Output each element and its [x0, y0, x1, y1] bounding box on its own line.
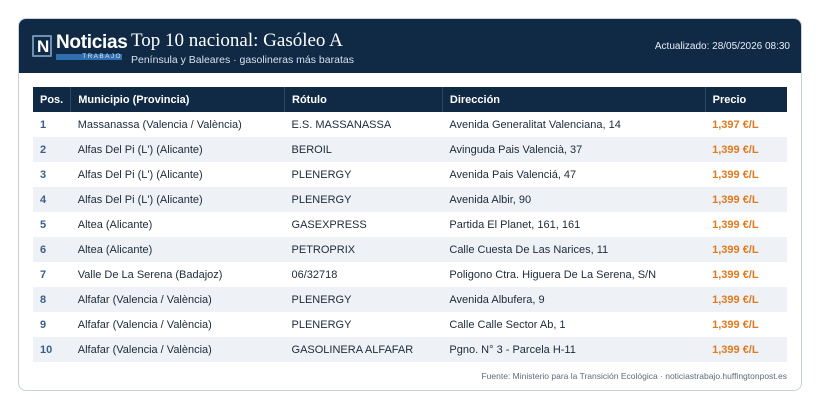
row-position: 7 — [40, 268, 47, 281]
row-address: Pgno. N° 3 - Parcela H-11 — [449, 343, 576, 356]
table-row — [33, 187, 787, 212]
col-header-municipality: Municipio (Provincia) — [71, 87, 285, 112]
table-header-row — [33, 87, 787, 112]
row-price: 1,399 €/L — [712, 168, 759, 181]
table-row — [33, 212, 787, 237]
row-municipality: Alfas Del Pi (L') (Alicante) — [77, 143, 203, 156]
row-municipality: Alfafar (Valencia / València) — [77, 293, 212, 306]
row-municipality: Valle De La Serena (Badajoz) — [77, 268, 223, 281]
row-price: 1,397 €/L — [712, 118, 759, 131]
row-address: Poligono Ctra. Higuera De La Serena, S/N — [449, 268, 657, 281]
row-address: Calle Calle Sector Ab, 1 — [449, 318, 566, 331]
row-brand: E.S. MASSANASSA — [291, 118, 392, 131]
logo-sub: TRABAJO — [82, 53, 122, 60]
row-position: 10 — [40, 343, 53, 356]
row-address: Partida El Planet, 161, 161 — [449, 218, 581, 231]
row-brand: PLENERGY — [291, 293, 352, 306]
row-price: 1,399 €/L — [712, 268, 759, 281]
row-price: 1,399 €/L — [712, 343, 759, 356]
row-brand: PLENERGY — [291, 318, 352, 331]
logo-word: Noticias — [56, 32, 128, 53]
row-position: 1 — [40, 118, 47, 131]
row-address: Calle Cuesta De Las Narices, 11 — [449, 243, 609, 256]
row-municipality: Massanassa (Valencia / València) — [77, 118, 242, 131]
row-brand: PLENERGY — [291, 168, 352, 181]
table-row — [33, 337, 787, 362]
row-brand: BEROIL — [291, 143, 332, 156]
row-price: 1,399 €/L — [712, 143, 759, 156]
table-row — [33, 137, 787, 162]
table-row — [33, 237, 787, 262]
row-position: 2 — [40, 143, 47, 156]
table-row — [33, 112, 787, 137]
row-brand: PETROPRIX — [291, 243, 356, 256]
table-row — [33, 312, 787, 337]
row-position: 3 — [40, 168, 47, 181]
table-row — [33, 287, 787, 312]
row-position: 5 — [40, 218, 47, 231]
row-position: 6 — [40, 243, 47, 256]
col-header-position: Pos. — [33, 87, 71, 112]
col-header-address: Dirección — [442, 87, 705, 112]
updated-timestamp: Actualizado: 28/05/2026 08:30 — [654, 41, 790, 52]
row-price: 1,399 €/L — [712, 318, 759, 331]
row-address: Avenida Albufera, 9 — [449, 293, 545, 306]
row-brand: GASOLINERA ALFAFAR — [291, 343, 414, 356]
row-municipality: Alfas Del Pi (L') (Alicante) — [77, 193, 203, 206]
table-row — [33, 162, 787, 187]
row-position: 4 — [40, 193, 47, 206]
row-brand: 06/32718 — [291, 268, 338, 281]
col-header-price: Precio — [712, 93, 747, 106]
logo-mark-icon: N — [32, 35, 52, 57]
row-municipality: Alfafar (Valencia / València) — [77, 343, 212, 356]
row-brand: GASEXPRESS — [291, 218, 367, 231]
page-subtitle: Península y Baleares · gasolineras más baratas — [131, 54, 354, 66]
page-title: Top 10 nacional: Gasóleo A — [131, 30, 343, 51]
row-price: 1,399 €/L — [712, 193, 759, 206]
source-note: Fuente: Ministerio para la Transición Ecológica · noticiastrabajo.huffingtonpost.es — [481, 371, 787, 381]
row-position: 8 — [40, 293, 47, 306]
row-municipality: Altea (Alicante) — [77, 218, 153, 231]
noticias-trabajo-logo[interactable] — [32, 32, 128, 61]
row-address: Avinguda Pais Valencià, 37 — [449, 143, 583, 156]
stations-table — [33, 87, 787, 362]
row-address: Avenida Generalitat Valenciana, 14 — [449, 118, 621, 131]
row-municipality: Alfafar (Valencia / València) — [77, 318, 212, 331]
col-header-brand: Rótulo — [285, 87, 443, 112]
card-header — [19, 19, 802, 73]
row-price: 1,399 €/L — [712, 218, 759, 231]
row-price: 1,399 €/L — [712, 293, 759, 306]
row-municipality: Alfas Del Pi (L') (Alicante) — [77, 168, 203, 181]
row-address: Avenida Albir, 90 — [449, 193, 532, 206]
row-brand: PLENERGY — [291, 193, 352, 206]
row-address: Avenida Pais Valenciá, 47 — [449, 168, 577, 181]
row-position: 9 — [40, 318, 47, 331]
table-row — [33, 262, 787, 287]
row-price: 1,399 €/L — [712, 243, 759, 256]
ranking-card — [18, 18, 802, 391]
row-municipality: Altea (Alicante) — [77, 243, 153, 256]
